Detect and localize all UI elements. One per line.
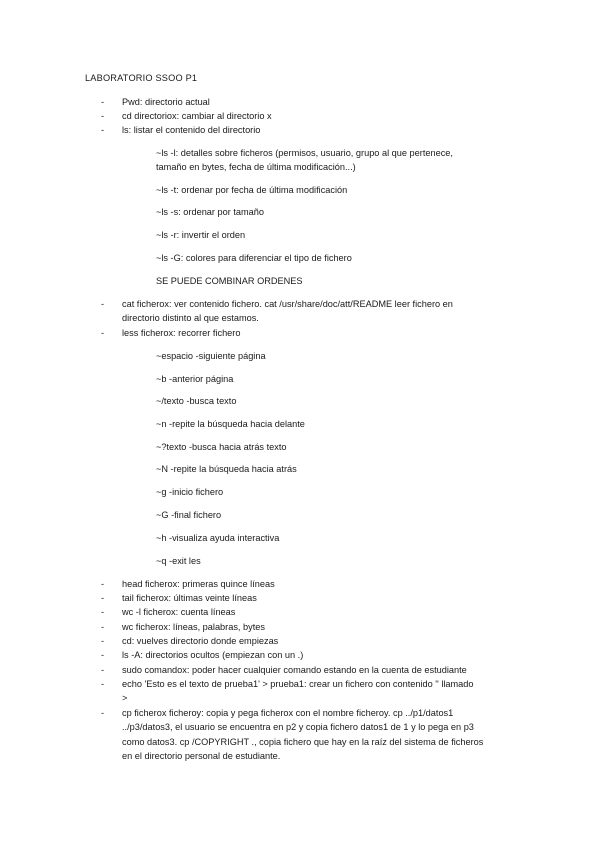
bullet-dash: - — [101, 622, 105, 632]
list-item-line: Pwd: directorio actual — [122, 97, 210, 107]
list-item-line: cd: vuelves directorio donde empiezas — [122, 636, 279, 646]
bullet-dash: - — [101, 125, 105, 135]
bullet-dash: - — [101, 607, 105, 617]
bullet-dash: - — [101, 665, 105, 675]
list-item-line: ../p3/datos3, el usuario se encuentra en p2 y copia fichero datos1 de 1 y lo pega en p3 — [122, 722, 474, 732]
sub-item-line: SE PUEDE COMBINAR ORDENES — [156, 276, 303, 286]
sub-item-line: tamaño en bytes, fecha de última modificación...) — [156, 162, 356, 172]
list-item-line: tail ficherox: últimas veinte líneas — [122, 593, 257, 603]
list-item-line: wc -l ficherox: cuenta líneas — [122, 607, 236, 617]
list-item-line: directorio distinto al que estamos. — [122, 313, 259, 323]
list-item-line: ls: listar el contenido del directorio — [122, 125, 261, 135]
bullet-dash: - — [101, 679, 105, 689]
sub-item-line: ~N -repite la búsqueda hacia atrás — [156, 464, 297, 474]
sub-item-line: ~n -repite la búsqueda hacia delante — [156, 419, 305, 429]
bullet-dash: - — [101, 97, 105, 107]
sub-item-line: ~/texto -busca texto — [156, 396, 237, 406]
sub-item-line: ~?texto -busca hacia atrás texto — [156, 442, 287, 452]
bullet-dash: - — [101, 708, 105, 718]
bullet-dash: - — [101, 650, 105, 660]
sub-item-line: ~ls -G: colores para diferenciar el tipo de fichero — [156, 253, 352, 263]
sub-item-line: ~b -anterior página — [156, 374, 234, 384]
bullet-dash: - — [101, 111, 105, 121]
list-item-line: sudo comandox: poder hacer cualquier comando estando en la cuenta de estudiante — [122, 665, 467, 675]
sub-item-line: ~ls -t: ordenar por fecha de última modificación — [156, 185, 348, 195]
list-item-line: > — [122, 693, 128, 703]
list-item-line: head ficherox: primeras quince líneas — [122, 579, 275, 589]
list-item-line: en el directorio personal de estudiante. — [122, 751, 281, 761]
bullet-dash: - — [101, 299, 105, 309]
sub-item-line: ~q -exit les — [156, 556, 201, 566]
sub-item-line: ~espacio -siguiente página — [156, 351, 266, 361]
list-item-line: less ficherox: recorrer fichero — [122, 328, 241, 338]
list-item-line: ls -A: directorios ocultos (empiezan con un .) — [122, 650, 304, 660]
list-item-line: wc ficherox: líneas, palabras, bytes — [122, 622, 265, 632]
document-title: LABORATORIO SSOO P1 — [85, 73, 198, 83]
list-item-line: cd directoriox: cambiar al directorio x — [122, 111, 272, 121]
list-item-line: cat ficherox: ver contenido fichero. cat /usr/share/doc/att/README leer fichero en — [122, 299, 453, 309]
sub-item-line: ~G -final fichero — [156, 510, 222, 520]
sub-item-line: ~ls -r: invertir el orden — [156, 230, 246, 240]
list-item-line: echo 'Esto es el texto de prueba1' > prueba1: crear un fichero con contenido '' llamado — [122, 679, 474, 689]
bullet-dash: - — [101, 636, 105, 646]
bullet-dash: - — [101, 579, 105, 589]
sub-item-line: ~h -visualiza ayuda interactiva — [156, 533, 280, 543]
sub-item-line: ~ls -l: detalles sobre ficheros (permisos, usuario, grupo al que pertenece, — [156, 148, 453, 158]
sub-item-line: ~ls -s: ordenar por tamaño — [156, 207, 265, 217]
list-item-line: como datos3. cp /COPYRIGHT ., copia fichero que hay en la raíz del sistema de ficheros — [122, 737, 484, 747]
sub-item-line: ~g -inicio fichero — [156, 487, 224, 497]
bullet-dash: - — [101, 593, 105, 603]
list-item-line: cp ficherox ficheroy: copia y pega ficherox con el nombre ficheroy. cp ../p1/datos1 — [122, 708, 454, 718]
bullet-dash: - — [101, 328, 105, 338]
